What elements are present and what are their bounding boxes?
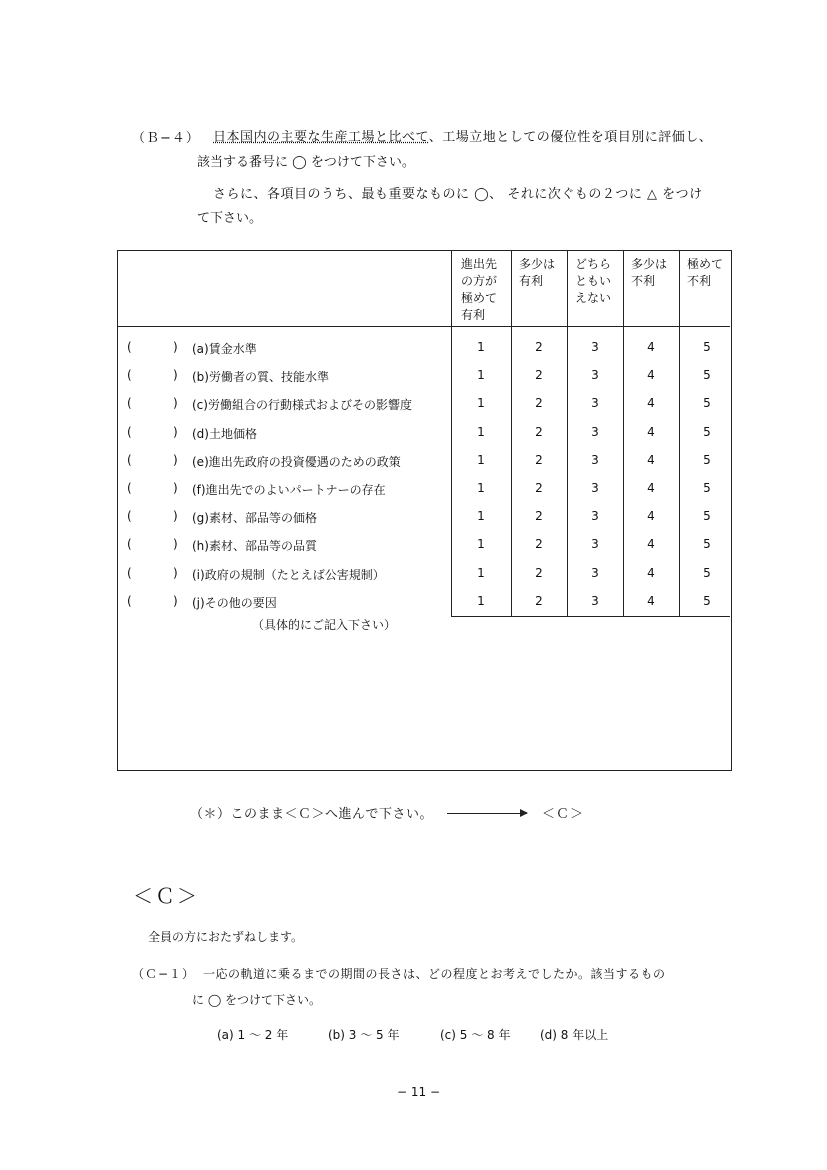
proceed-target: ＜Ｃ＞ — [542, 807, 585, 822]
table-row — [0, 481, 720, 509]
score-option[interactable]: 3 — [591, 452, 599, 467]
score-option[interactable]: 1 — [477, 424, 485, 439]
question-text-line1 — [213, 126, 712, 145]
row-item-label: (d)土地価格 — [192, 426, 257, 441]
score-option[interactable]: 1 — [477, 565, 485, 580]
table-row — [0, 340, 720, 368]
header-somewhat-disadvantageous: 多少は不利 — [631, 257, 668, 288]
score-option[interactable]: 5 — [703, 424, 711, 439]
score-option[interactable]: 5 — [703, 340, 711, 354]
score-option[interactable]: 4 — [647, 368, 655, 383]
rank-paren-open[interactable]: ( — [127, 368, 132, 383]
table-row — [0, 537, 720, 565]
score-option[interactable]: 3 — [591, 537, 599, 552]
score-option[interactable]: 5 — [703, 368, 711, 383]
score-option[interactable]: 1 — [477, 593, 485, 608]
score-option[interactable]: 4 — [647, 537, 655, 552]
question-c1-text-line1: 一応の軌道に乗るまでの期間の長さは、どの程度とお考えでしたか。該当するもの — [203, 967, 666, 981]
score-option[interactable]: 4 — [647, 565, 655, 580]
rank-paren-open[interactable]: ( — [127, 537, 132, 552]
score-option[interactable]: 5 — [703, 593, 711, 608]
rank-paren-close: ) — [173, 340, 178, 354]
score-option[interactable]: 1 — [477, 481, 485, 495]
score-option[interactable]: 3 — [591, 509, 599, 524]
score-option[interactable]: 2 — [535, 537, 543, 552]
rank-paren-close: ) — [173, 509, 178, 524]
rank-paren-open[interactable]: ( — [127, 340, 132, 354]
score-option[interactable]: 2 — [535, 340, 543, 354]
score-option[interactable]: 2 — [535, 593, 543, 608]
row-item-label: (e)進出先政府の投資優遇のための政策 — [192, 454, 401, 469]
rank-paren-close: ) — [173, 396, 178, 411]
question-c1-text-line2: に ◯ をつけて下さい。 — [192, 993, 322, 1007]
table-row — [0, 425, 720, 453]
rank-paren-close: ) — [173, 565, 178, 580]
row-item-label: (i)政府の規制（たとえば公害規制） — [192, 567, 385, 582]
row-item-label: (b)労働者の質、技能水準 — [192, 370, 329, 385]
score-option[interactable]: 1 — [477, 396, 485, 411]
score-option[interactable]: 1 — [477, 452, 485, 467]
score-option[interactable]: 1 — [477, 509, 485, 524]
specify-note: （具体的にご記入下さい） — [252, 618, 397, 632]
table-row — [0, 566, 720, 594]
row-item-label: (g)素材、部品等の価格 — [192, 511, 317, 526]
row-item-label: (f)進出先でのよいパートナーの存在 — [192, 483, 386, 497]
score-option[interactable]: 2 — [535, 481, 543, 495]
score-option[interactable]: 2 — [535, 565, 543, 580]
question-label: （Ｂ−４） — [132, 131, 200, 146]
score-option[interactable]: 3 — [591, 593, 599, 608]
score-option[interactable]: 2 — [535, 368, 543, 383]
proceed-instruction: （＊）このまま＜Ｃ＞へ進んで下さい。 — [190, 807, 434, 822]
score-option[interactable]: 2 — [535, 424, 543, 439]
rank-paren-close: ) — [173, 452, 178, 467]
rank-paren-open[interactable]: ( — [127, 424, 132, 439]
row-item-label: (a)賃金水準 — [192, 342, 257, 356]
score-option[interactable]: 2 — [535, 396, 543, 411]
rank-paren-open[interactable]: ( — [127, 396, 132, 411]
option-b[interactable]: (b) 3 〜 5 年 — [328, 1028, 400, 1042]
option-d[interactable]: (d) 8 年以上 — [540, 1028, 609, 1042]
score-option[interactable]: 1 — [477, 368, 485, 383]
score-option[interactable]: 3 — [591, 340, 599, 354]
header-neutral: どちらともいえない — [575, 257, 612, 305]
score-option[interactable]: 4 — [647, 396, 655, 411]
page-number: − 11 − — [397, 1085, 441, 1099]
question-underlined-text: 日本国内の主要な生産工場と比べて — [213, 130, 429, 145]
question-text-rest: 、工場立地としての優位性を項目別に評価し、 — [428, 130, 713, 145]
score-option[interactable]: 5 — [703, 452, 711, 467]
score-option[interactable]: 5 — [703, 481, 711, 495]
score-option[interactable]: 5 — [703, 537, 711, 552]
rank-paren-close: ) — [173, 593, 178, 608]
score-option[interactable]: 1 — [477, 537, 485, 552]
table-row — [0, 396, 720, 424]
arrow-right-icon — [520, 809, 528, 817]
score-option[interactable]: 5 — [703, 509, 711, 524]
score-option[interactable]: 3 — [591, 396, 599, 411]
rank-paren-close: ) — [173, 537, 178, 552]
table-row — [0, 453, 720, 481]
score-option[interactable]: 3 — [591, 481, 599, 495]
score-option[interactable]: 2 — [535, 509, 543, 524]
score-option[interactable]: 4 — [647, 340, 655, 354]
rank-paren-close: ) — [173, 368, 178, 383]
rank-paren-close: ) — [173, 481, 178, 495]
question-c1-label: （Ｃ−１） — [132, 967, 196, 981]
score-option[interactable]: 1 — [477, 340, 485, 354]
score-option[interactable]: 5 — [703, 565, 711, 580]
rank-paren-open[interactable]: ( — [127, 481, 132, 495]
header-very-disadvantageous: 極めて不利 — [687, 257, 724, 288]
table-row — [0, 509, 720, 537]
question-text-line2: 該当する番号に ◯ をつけて下さい。 — [197, 155, 415, 170]
header-very-advantageous: 進出先の方が極めて有利 — [461, 257, 498, 322]
score-option[interactable]: 4 — [647, 509, 655, 524]
score-option[interactable]: 4 — [647, 452, 655, 467]
header-somewhat-advantageous: 多少は有利 — [519, 257, 556, 288]
arrow-line — [447, 813, 527, 814]
score-option[interactable]: 4 — [647, 593, 655, 608]
row-item-label: (j)その他の要因 — [192, 595, 277, 610]
rank-paren-open[interactable]: ( — [127, 593, 132, 608]
score-option[interactable]: 3 — [591, 368, 599, 383]
score-option[interactable]: 4 — [647, 424, 655, 439]
rank-paren-close: ) — [173, 424, 178, 439]
score-option[interactable]: 4 — [647, 481, 655, 495]
score-option[interactable]: 3 — [591, 424, 599, 439]
question-text-line4: て下さい。 — [197, 211, 263, 226]
rank-paren-open[interactable]: ( — [127, 565, 132, 580]
score-option[interactable]: 5 — [703, 396, 711, 411]
score-option[interactable]: 3 — [591, 565, 599, 580]
option-c[interactable]: (c) 5 〜 8 年 — [440, 1028, 511, 1042]
section-c-title: ＜Ｃ＞ — [133, 884, 199, 908]
question-text-line3: さらに、各項目のうち、最も重要なものに ◯、 それに次ぐもの２つに △ をつけ — [213, 187, 703, 202]
row-item-label: (h)素材、部品等の品質 — [192, 539, 317, 554]
section-c-intro: 全員の方におたずねします。 — [148, 930, 304, 944]
option-a[interactable]: (a) 1 〜 2 年 — [217, 1028, 289, 1042]
rank-paren-open[interactable]: ( — [127, 452, 132, 467]
score-option[interactable]: 2 — [535, 452, 543, 467]
rank-paren-open[interactable]: ( — [127, 509, 132, 524]
table-row — [0, 368, 720, 396]
row-item-label: (c)労働組合の行動様式およびその影響度 — [192, 398, 412, 413]
